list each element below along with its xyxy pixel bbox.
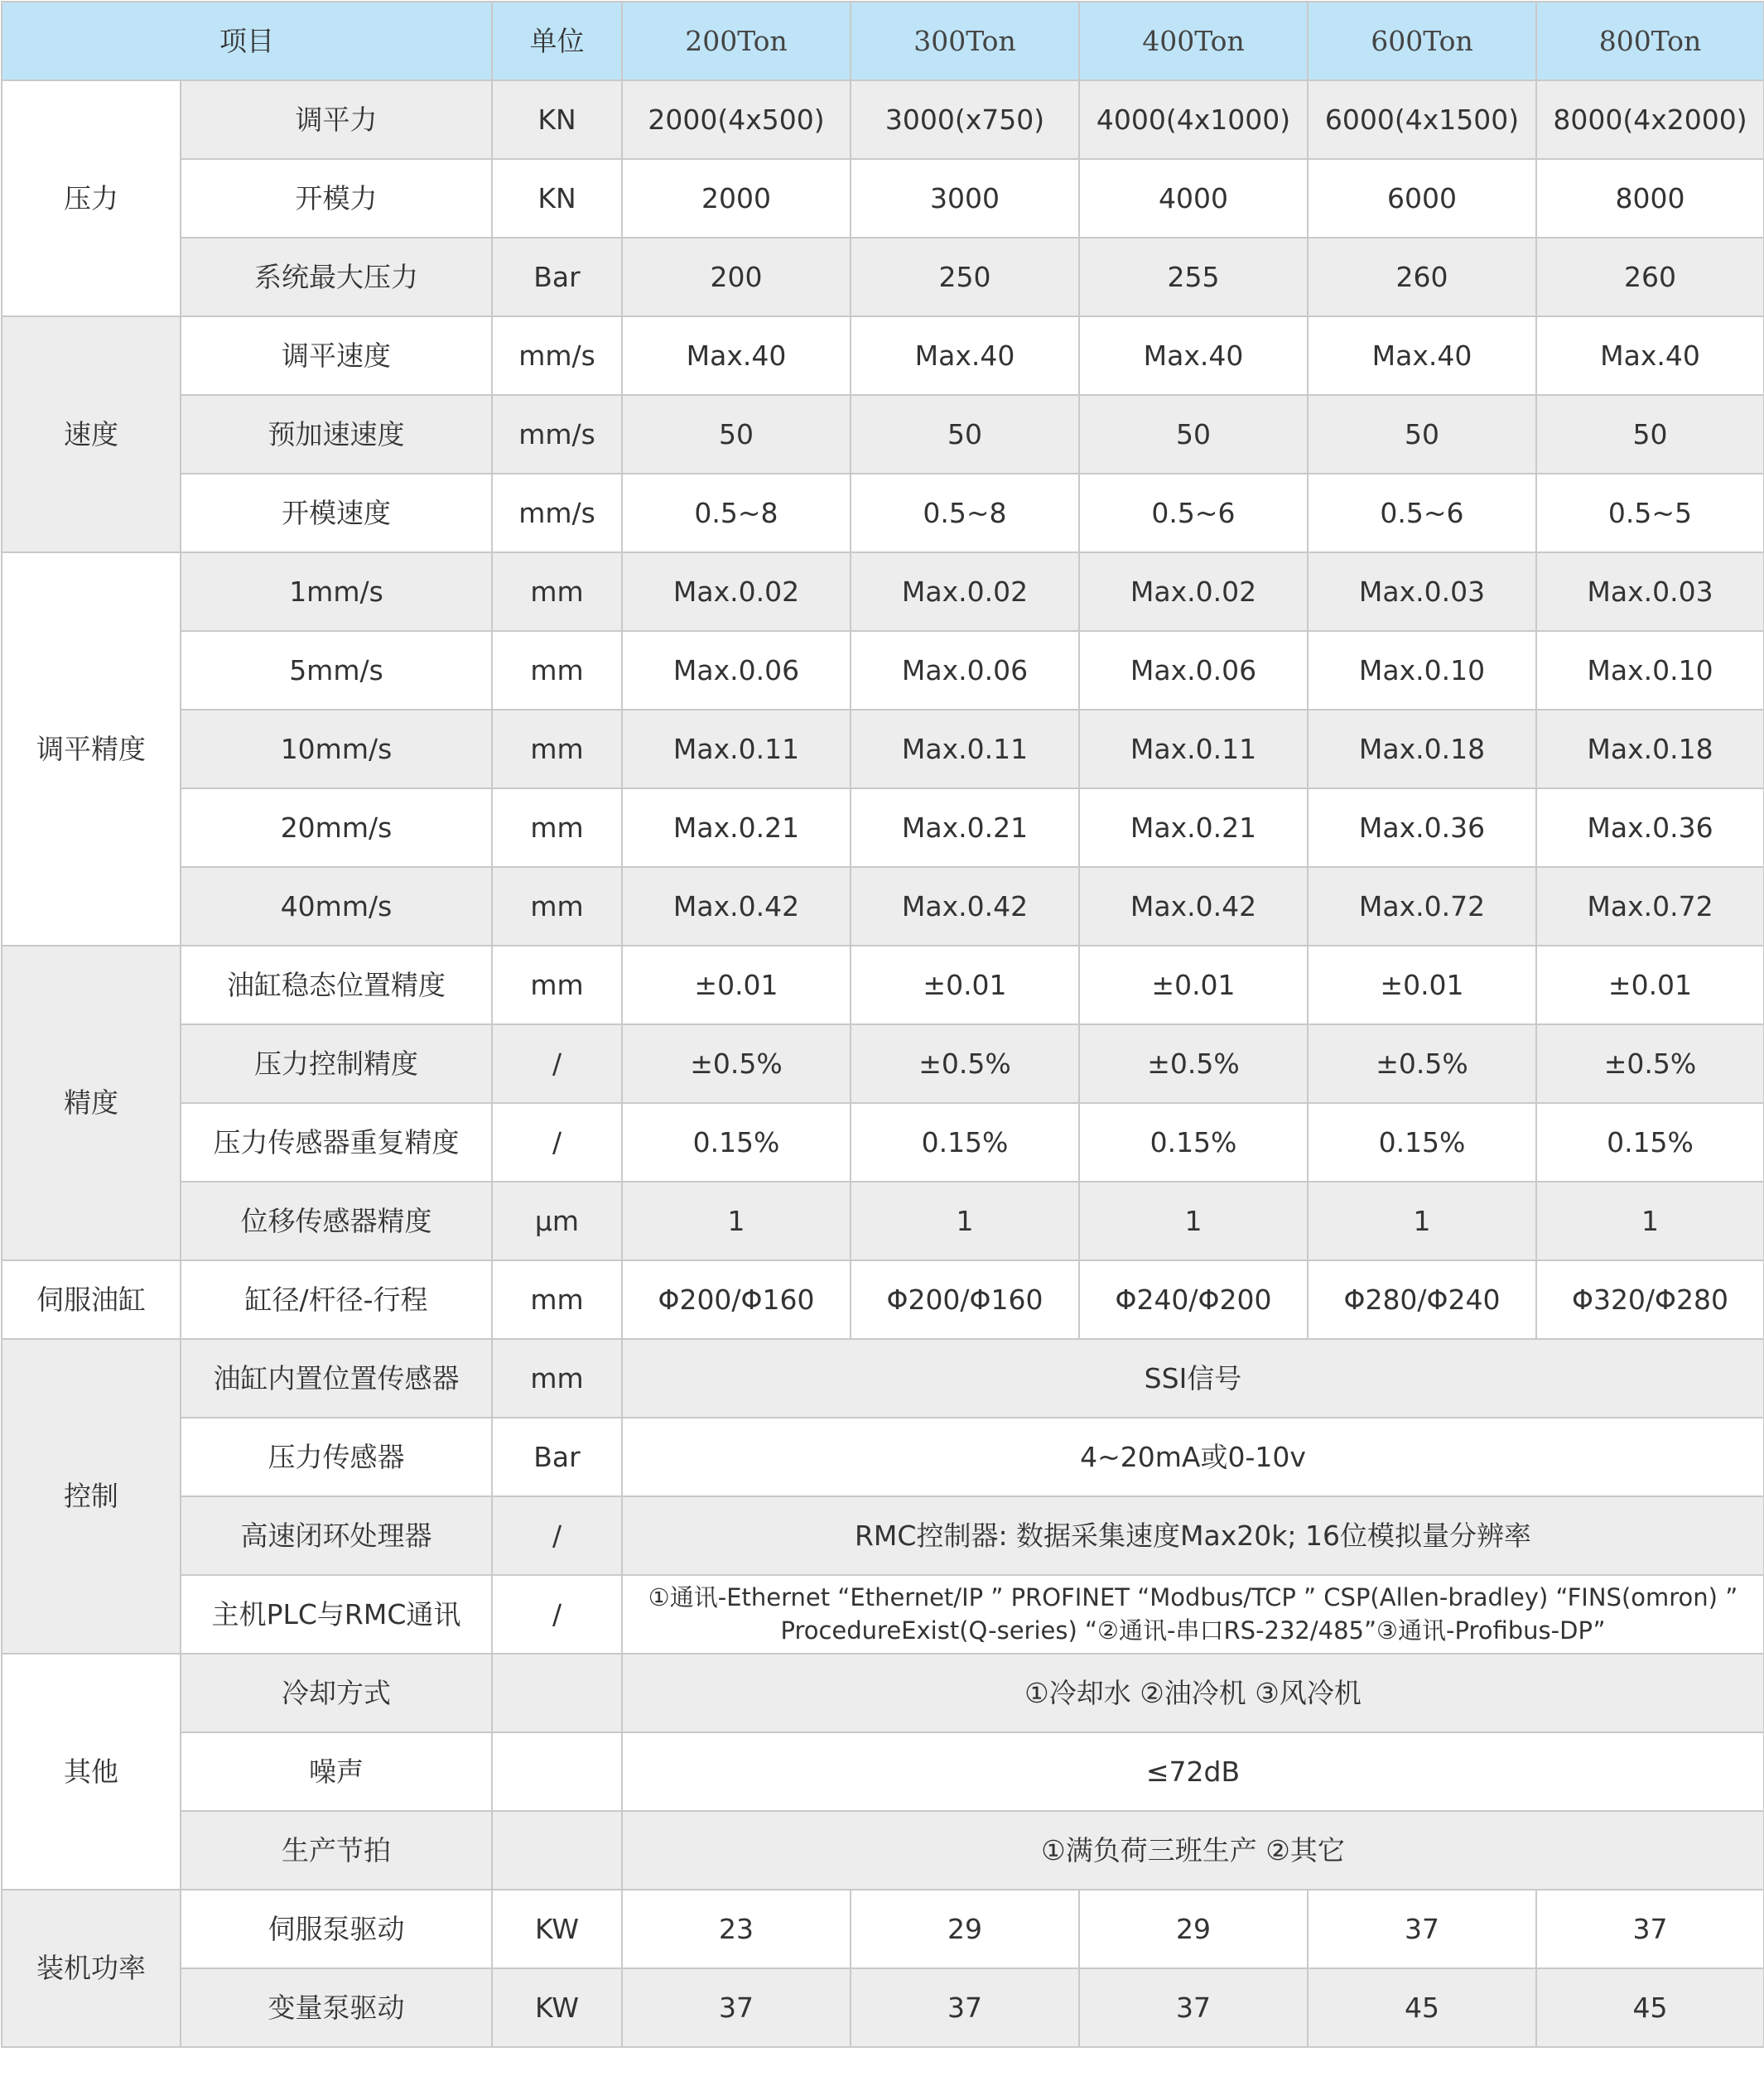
table-row: [2, 552, 1764, 631]
group-label: 调平精度: [2, 552, 181, 946]
cell-value: 50: [851, 395, 1079, 474]
cell-value: 37: [1079, 1968, 1308, 2047]
header-model: 600Ton: [1308, 2, 1536, 80]
cell-value: Φ320/Φ280: [1536, 1260, 1764, 1339]
table-row: [2, 1024, 1764, 1103]
row-label: 变量泵驱动: [181, 1968, 492, 2047]
span-value: ①满负荷三班生产 ②其它: [622, 1811, 1764, 1890]
cell-value: 1: [1079, 1182, 1308, 1260]
cell-value: 50: [622, 395, 851, 474]
row-unit: KN: [492, 80, 622, 159]
cell-value: 250: [851, 238, 1079, 316]
row-label: 噪声: [181, 1732, 492, 1811]
row-label: 5mm/s: [181, 631, 492, 710]
cell-value: Φ280/Φ240: [1308, 1260, 1536, 1339]
row-label: 调平力: [181, 80, 492, 159]
cell-value: 29: [851, 1890, 1079, 1968]
cell-value: 0.15%: [851, 1103, 1079, 1182]
table-row: [2, 1732, 1764, 1811]
row-label: 1mm/s: [181, 552, 492, 631]
cell-value: 45: [1536, 1968, 1764, 2047]
cell-value: Max.40: [1536, 316, 1764, 395]
cell-value: Max.0.72: [1536, 867, 1764, 946]
row-unit: μm: [492, 1182, 622, 1260]
cell-value: Φ240/Φ200: [1079, 1260, 1308, 1339]
table-row: [2, 1182, 1764, 1260]
row-label: 高速闭环处理器: [181, 1496, 492, 1575]
cell-value: Max.0.11: [851, 710, 1079, 788]
cell-value: 50: [1536, 395, 1764, 474]
table-row: [2, 1418, 1764, 1496]
cell-value: 0.5~6: [1079, 474, 1308, 552]
row-unit: mm: [492, 710, 622, 788]
table-row: [2, 80, 1764, 159]
span-value: SSI信号: [622, 1339, 1764, 1418]
row-label: 开模速度: [181, 474, 492, 552]
cell-value: 37: [1308, 1890, 1536, 1968]
cell-value: 260: [1536, 238, 1764, 316]
table-row: [2, 946, 1764, 1024]
cell-value: 0.5~5: [1536, 474, 1764, 552]
row-unit: mm/s: [492, 395, 622, 474]
row-unit: KW: [492, 1890, 622, 1968]
cell-value: 0.15%: [1079, 1103, 1308, 1182]
row-label: 位移传感器精度: [181, 1182, 492, 1260]
header-unit: 单位: [492, 2, 622, 80]
row-label: 压力控制精度: [181, 1024, 492, 1103]
row-label: 10mm/s: [181, 710, 492, 788]
group-label: 伺服油缸: [2, 1260, 181, 1339]
cell-value: 1: [1308, 1182, 1536, 1260]
row-label: 预加速速度: [181, 395, 492, 474]
span-value: ①冷却水 ②油冷机 ③风冷机: [622, 1654, 1764, 1732]
cell-value: Max.0.42: [622, 867, 851, 946]
table-row: [2, 631, 1764, 710]
row-label: 冷却方式: [181, 1654, 492, 1732]
table-row: [2, 1575, 1764, 1654]
cell-value: 0.5~8: [622, 474, 851, 552]
cell-value: Max.0.10: [1308, 631, 1536, 710]
cell-value: 29: [1079, 1890, 1308, 1968]
row-unit: /: [492, 1496, 622, 1575]
cell-value: Max.0.03: [1536, 552, 1764, 631]
cell-value: 255: [1079, 238, 1308, 316]
row-unit: /: [492, 1024, 622, 1103]
group-label: 速度: [2, 316, 181, 552]
row-unit: mm/s: [492, 474, 622, 552]
cell-value: Max.0.36: [1536, 788, 1764, 867]
cell-value: 50: [1308, 395, 1536, 474]
cell-value: Max.0.11: [1079, 710, 1308, 788]
row-unit: mm: [492, 867, 622, 946]
span-value: ≤72dB: [622, 1732, 1764, 1811]
span-value: RMC控制器: 数据采集速度Max20k; 16位模拟量分辨率: [622, 1496, 1764, 1575]
cell-value: ±0.01: [1079, 946, 1308, 1024]
table-row: [2, 159, 1764, 238]
cell-value: 37: [851, 1968, 1079, 2047]
row-unit: Bar: [492, 1418, 622, 1496]
cell-value: 2000(4x500): [622, 80, 851, 159]
group-label: 压力: [2, 80, 181, 316]
cell-value: Φ200/Φ160: [622, 1260, 851, 1339]
row-unit: KN: [492, 159, 622, 238]
table-row: [2, 1260, 1764, 1339]
cell-value: 8000(4x2000): [1536, 80, 1764, 159]
cell-value: Max.0.36: [1308, 788, 1536, 867]
row-label: 伺服泵驱动: [181, 1890, 492, 1968]
header-model: 300Ton: [851, 2, 1079, 80]
cell-value: Max.40: [851, 316, 1079, 395]
table-row: [2, 1103, 1764, 1182]
row-unit: /: [492, 1103, 622, 1182]
row-unit: mm: [492, 1260, 622, 1339]
cell-value: Max.0.11: [622, 710, 851, 788]
row-label: 40mm/s: [181, 867, 492, 946]
row-unit: /: [492, 1575, 622, 1654]
cell-value: 50: [1079, 395, 1308, 474]
row-unit: Bar: [492, 238, 622, 316]
cell-value: 1: [851, 1182, 1079, 1260]
cell-value: 2000: [622, 159, 851, 238]
table-row: [2, 1654, 1764, 1732]
cell-value: 1: [622, 1182, 851, 1260]
cell-value: 0.15%: [622, 1103, 851, 1182]
row-label: 生产节拍: [181, 1811, 492, 1890]
cell-value: ±0.01: [622, 946, 851, 1024]
cell-value: Max.0.03: [1308, 552, 1536, 631]
row-label: 油缸内置位置传感器: [181, 1339, 492, 1418]
cell-value: 1: [1536, 1182, 1764, 1260]
row-unit: [492, 1811, 622, 1890]
table-row: [2, 867, 1764, 946]
cell-value: Max.0.02: [851, 552, 1079, 631]
group-label: 控制: [2, 1339, 181, 1654]
cell-value: Max.0.21: [622, 788, 851, 867]
cell-value: 6000(4x1500): [1308, 80, 1536, 159]
cell-value: 260: [1308, 238, 1536, 316]
cell-value: Max.0.02: [1079, 552, 1308, 631]
cell-value: Max.0.06: [622, 631, 851, 710]
cell-value: 8000: [1536, 159, 1764, 238]
cell-value: Max.0.18: [1536, 710, 1764, 788]
cell-value: Max.0.21: [1079, 788, 1308, 867]
cell-value: Max.0.21: [851, 788, 1079, 867]
table-row: [2, 238, 1764, 316]
row-label: 油缸稳态位置精度: [181, 946, 492, 1024]
table-row: [2, 710, 1764, 788]
cell-value: 0.15%: [1308, 1103, 1536, 1182]
row-label: 缸径/杆径-行程: [181, 1260, 492, 1339]
cell-value: Max.40: [1308, 316, 1536, 395]
row-unit: mm/s: [492, 316, 622, 395]
communication-line: ProcedureExist(Q-series) “②通讯-串口RS-232/485”③通讯-Profibus-DP”: [780, 1616, 1606, 1645]
cell-value: Max.0.42: [851, 867, 1079, 946]
cell-value: 4000(4x1000): [1079, 80, 1308, 159]
row-unit: [492, 1732, 622, 1811]
cell-value: Max.0.18: [1308, 710, 1536, 788]
row-unit: mm: [492, 1339, 622, 1418]
header-model: 200Ton: [622, 2, 851, 80]
communication-value: [622, 1575, 1764, 1654]
header-row: [2, 2, 1764, 80]
cell-value: ±0.5%: [622, 1024, 851, 1103]
row-label: 调平速度: [181, 316, 492, 395]
row-label: 系统最大压力: [181, 238, 492, 316]
row-label: 20mm/s: [181, 788, 492, 867]
table-row: [2, 1890, 1764, 1968]
cell-value: ±0.5%: [851, 1024, 1079, 1103]
group-label: 其他: [2, 1654, 181, 1890]
cell-value: 0.5~6: [1308, 474, 1536, 552]
row-unit: mm: [492, 631, 622, 710]
cell-value: 37: [1536, 1890, 1764, 1968]
group-label: 装机功率: [2, 1890, 181, 2047]
row-label: 压力传感器: [181, 1418, 492, 1496]
row-label: 主机PLC与RMC通讯: [181, 1575, 492, 1654]
cell-value: ±0.5%: [1079, 1024, 1308, 1103]
table-row: [2, 395, 1764, 474]
communication-line: ①通讯-Ethernet “Ethernet/IP ” PROFINET “Modbus/TCP ” CSP(Allen-bradley) “FINS(omron) ”: [648, 1583, 1738, 1612]
row-unit: mm: [492, 552, 622, 631]
cell-value: Max.0.72: [1308, 867, 1536, 946]
cell-value: 0.15%: [1536, 1103, 1764, 1182]
spec-table: [1, 1, 1764, 2048]
cell-value: Max.40: [1079, 316, 1308, 395]
row-label: 开模力: [181, 159, 492, 238]
cell-value: 45: [1308, 1968, 1536, 2047]
table-row: [2, 474, 1764, 552]
table-row: [2, 1811, 1764, 1890]
cell-value: Max.0.02: [622, 552, 851, 631]
cell-value: ±0.01: [1308, 946, 1536, 1024]
cell-value: Max.0.06: [1079, 631, 1308, 710]
header-model: 800Ton: [1536, 2, 1764, 80]
cell-value: 4000: [1079, 159, 1308, 238]
table-row: [2, 1968, 1764, 2047]
cell-value: 37: [622, 1968, 851, 2047]
header-model: 400Ton: [1079, 2, 1308, 80]
row-unit: [492, 1654, 622, 1732]
row-unit: mm: [492, 946, 622, 1024]
row-unit: mm: [492, 788, 622, 867]
group-label: 精度: [2, 946, 181, 1260]
table-row: [2, 316, 1764, 395]
cell-value: Max.0.42: [1079, 867, 1308, 946]
row-label: 压力传感器重复精度: [181, 1103, 492, 1182]
span-value: 4~20mA或0-10v: [622, 1418, 1764, 1496]
cell-value: ±0.01: [1536, 946, 1764, 1024]
cell-value: 23: [622, 1890, 851, 1968]
cell-value: Max.0.06: [851, 631, 1079, 710]
cell-value: 3000(x750): [851, 80, 1079, 159]
cell-value: 0.5~8: [851, 474, 1079, 552]
cell-value: 6000: [1308, 159, 1536, 238]
table-row: [2, 1339, 1764, 1418]
cell-value: ±0.01: [851, 946, 1079, 1024]
cell-value: ±0.5%: [1308, 1024, 1536, 1103]
cell-value: 3000: [851, 159, 1079, 238]
table-row: [2, 1496, 1764, 1575]
cell-value: 200: [622, 238, 851, 316]
cell-value: ±0.5%: [1536, 1024, 1764, 1103]
header-item: 项目: [2, 2, 492, 80]
row-unit: KW: [492, 1968, 622, 2047]
cell-value: Max.0.10: [1536, 631, 1764, 710]
table-row: [2, 788, 1764, 867]
cell-value: Max.40: [622, 316, 851, 395]
cell-value: Φ200/Φ160: [851, 1260, 1079, 1339]
